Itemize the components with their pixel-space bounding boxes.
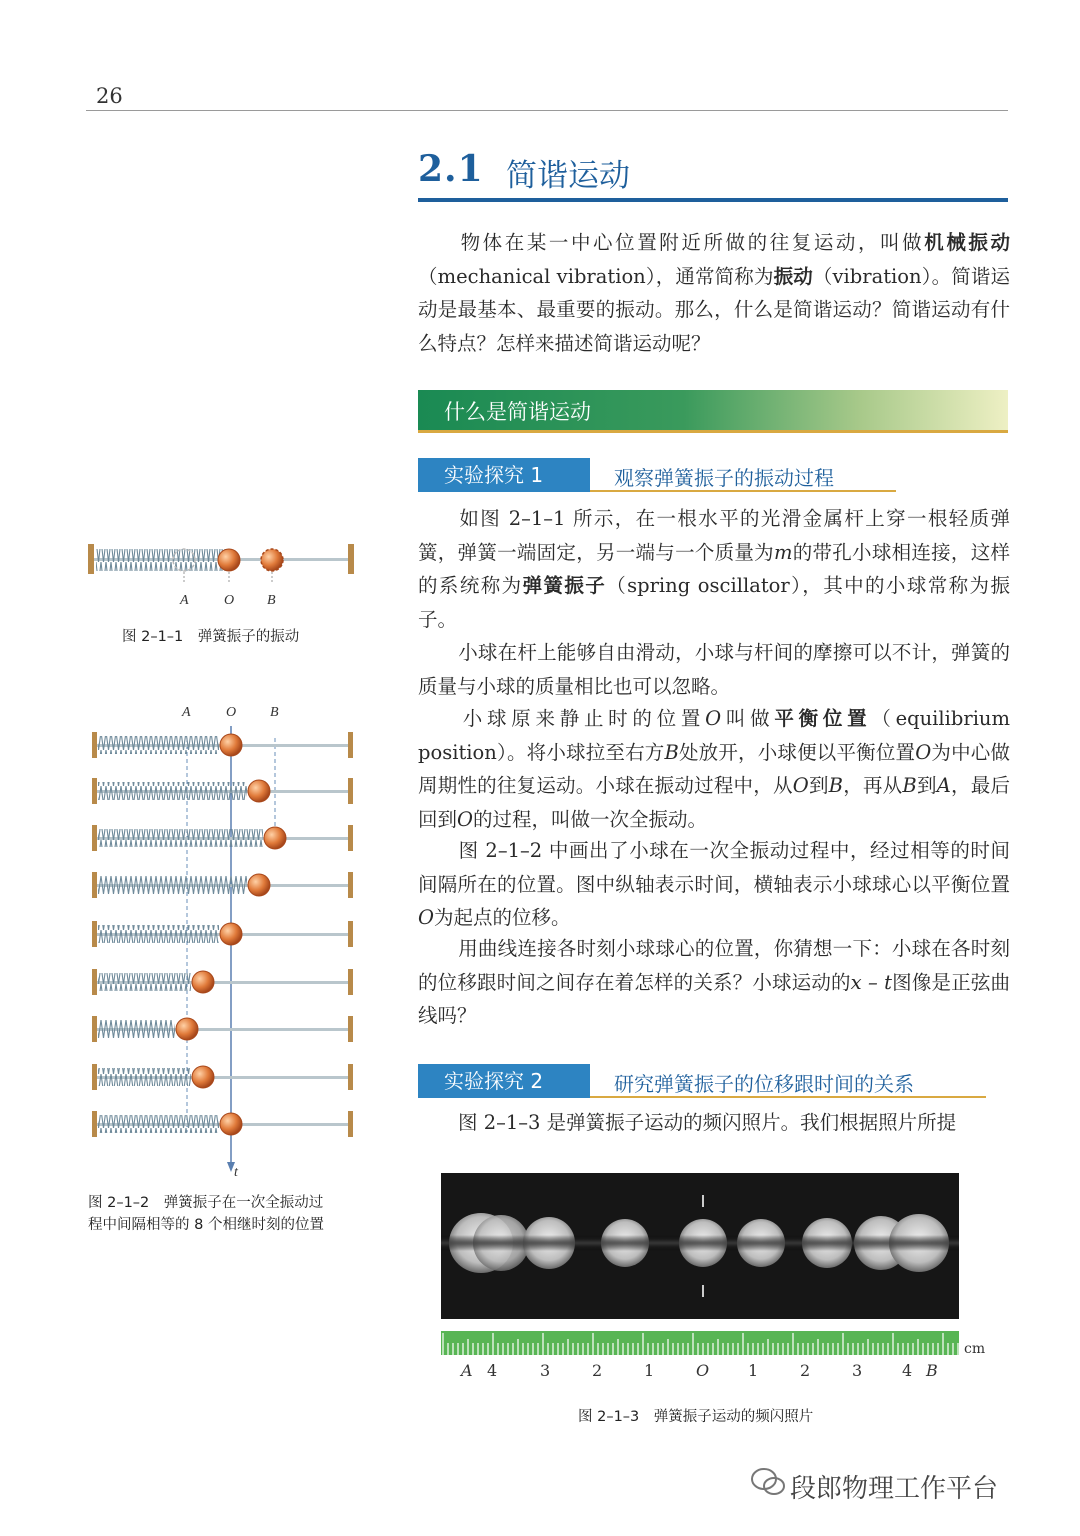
term-mechanical-vibration: 机械振动 — [924, 231, 1010, 254]
experiment-1-label-box — [418, 458, 590, 492]
fig2-label-b: B — [270, 705, 279, 720]
exp1-paragraph-3: 小球原来静止时的位置O叫做平衡位置（equilibrium position）。将小球拉至右方B处放开，小球便以平衡位置O为中心做周期性的往复运动。小球在振动过程中，从O到B，再从B到A，最后回到O的过程，叫做一次全振动。 — [418, 707, 1010, 831]
fig2-row-5 — [92, 921, 353, 947]
term-vibration: 振动 — [773, 264, 813, 288]
section-rule — [418, 198, 1008, 202]
scale-label-right-2: 2 — [800, 1361, 811, 1380]
scale-label-right-3: 3 — [852, 1361, 863, 1380]
scale-label-b: B — [926, 1361, 938, 1380]
figure-2-1-2-caption: 图 2–1–2 弹簧振子在一次全振动过 程中间隔相等的 8 个相继时刻的位置 — [88, 1195, 324, 1233]
page-number: 26 — [96, 84, 123, 108]
experiment-2-underline — [590, 1096, 986, 1098]
scale-label-left-1: 1 — [644, 1361, 655, 1380]
ruler-unit: cm — [964, 1341, 986, 1357]
figure-2-1-3-caption: 图 2–1–3 弹簧振子运动的频闪照片 — [578, 1409, 814, 1425]
experiment-2-title: 研究弹簧振子的位移跟时间的关系 — [614, 1072, 914, 1096]
fig2-label-o: O — [226, 705, 237, 720]
exp2-paragraph-1: 图 2–1–3 是弹簧振子运动的频闪照片。我们根据照片所提 — [458, 1111, 957, 1134]
exp1-paragraph-2: 小球在杆上能够自由滑动，小球与杆间的摩擦可以不计，弹簧的质量与小球的质量相比也可以忽略。 — [418, 641, 1010, 698]
fig2-label-t: t — [234, 1165, 238, 1180]
section-number: 2.1 — [418, 148, 484, 190]
experiment-2-label: 实验探究 2 — [444, 1069, 544, 1093]
fig2-row-1 — [92, 732, 353, 758]
fig2-row-4 — [92, 872, 353, 898]
fig2-row-2 — [92, 778, 353, 804]
term-spring-oscillator: 弹簧振子 — [522, 574, 607, 597]
experiment-1-underline — [590, 490, 896, 492]
figure-2-1-1-caption: 图 2–1–1 弹簧振子的振动 — [122, 629, 300, 645]
exp1-paragraph-4: 图 2–1–2 中画出了小球在一次全振动过程中，经过相等的时间间隔所在的位置。图中纵轴表示时间，横轴表示小球球心以平衡位置O为起点的位移。 — [418, 839, 1010, 929]
exp1-paragraph-1: 如图 2–1–1 所示，在一根水平的光滑金属杆上穿一根轻质弹簧，弹簧一端固定，另一端与一个质量为m的带孔小球相连接，这样的系统称为弹簧振子（spring oscillator），其中的小球常称为振子。 — [418, 507, 1010, 631]
scale-label-right-1: 1 — [748, 1361, 759, 1380]
figure-2-1-1-spring-oscillator — [86, 540, 366, 614]
scale-label-right-4: 4 — [902, 1361, 913, 1380]
fig1-label-o: O — [224, 593, 235, 608]
experiment-2-label-box — [418, 1064, 590, 1098]
wechat-icon — [750, 1466, 786, 1502]
scale-label-left-3: 3 — [540, 1361, 551, 1380]
scale-label-left-4: 4 — [487, 1361, 498, 1380]
fig1-label-a: A — [180, 593, 189, 608]
fig2-label-a: A — [182, 705, 191, 720]
scale-label-left-2: 2 — [592, 1361, 603, 1380]
experiment-1-title: 观察弹簧振子的振动过程 — [614, 466, 834, 490]
intro-paragraph: 物体在某一中心位置附近所做的往复运动，叫做机械振动（mechanical vibration），通常简称为振动（vibration）。简谐运动是最基本、最重要的振动。那么，什么是简谐运动？简谐运动有什么特点？怎样来描述简谐运动呢？ — [418, 231, 1010, 355]
scale-label-a: A — [461, 1361, 473, 1380]
fig1-label-b: B — [267, 593, 276, 608]
fig2-row-3 — [92, 825, 353, 851]
subsection-title: 什么是简谐运动 — [444, 400, 591, 424]
section-title: 简谐运动 — [506, 158, 630, 194]
fig2-row-8 — [92, 1064, 353, 1090]
fig2-row-7 — [92, 1016, 353, 1042]
exp1-paragraph-5: 用曲线连接各时刻小球球心的位置，你猜想一下：小球在各时刻的位移跟时间之间存在着怎样的关系？小球运动的x – t图像是正弦曲线吗？ — [418, 937, 1010, 1027]
stroboscopic-photo — [441, 1173, 959, 1319]
centimeter-ruler — [441, 1331, 959, 1355]
experiment-1-label: 实验探究 1 — [444, 463, 544, 487]
watermark: 段郎物理工作平台 — [790, 1474, 999, 1504]
fig2-row-6 — [92, 969, 353, 995]
figure-2-1-2-oscillation-positions — [86, 696, 366, 1186]
header-rule — [86, 110, 1008, 111]
scale-label-o: O — [696, 1361, 710, 1380]
fig2-row-9 — [92, 1111, 353, 1137]
term-equilibrium-position: 平衡位置 — [774, 707, 872, 730]
